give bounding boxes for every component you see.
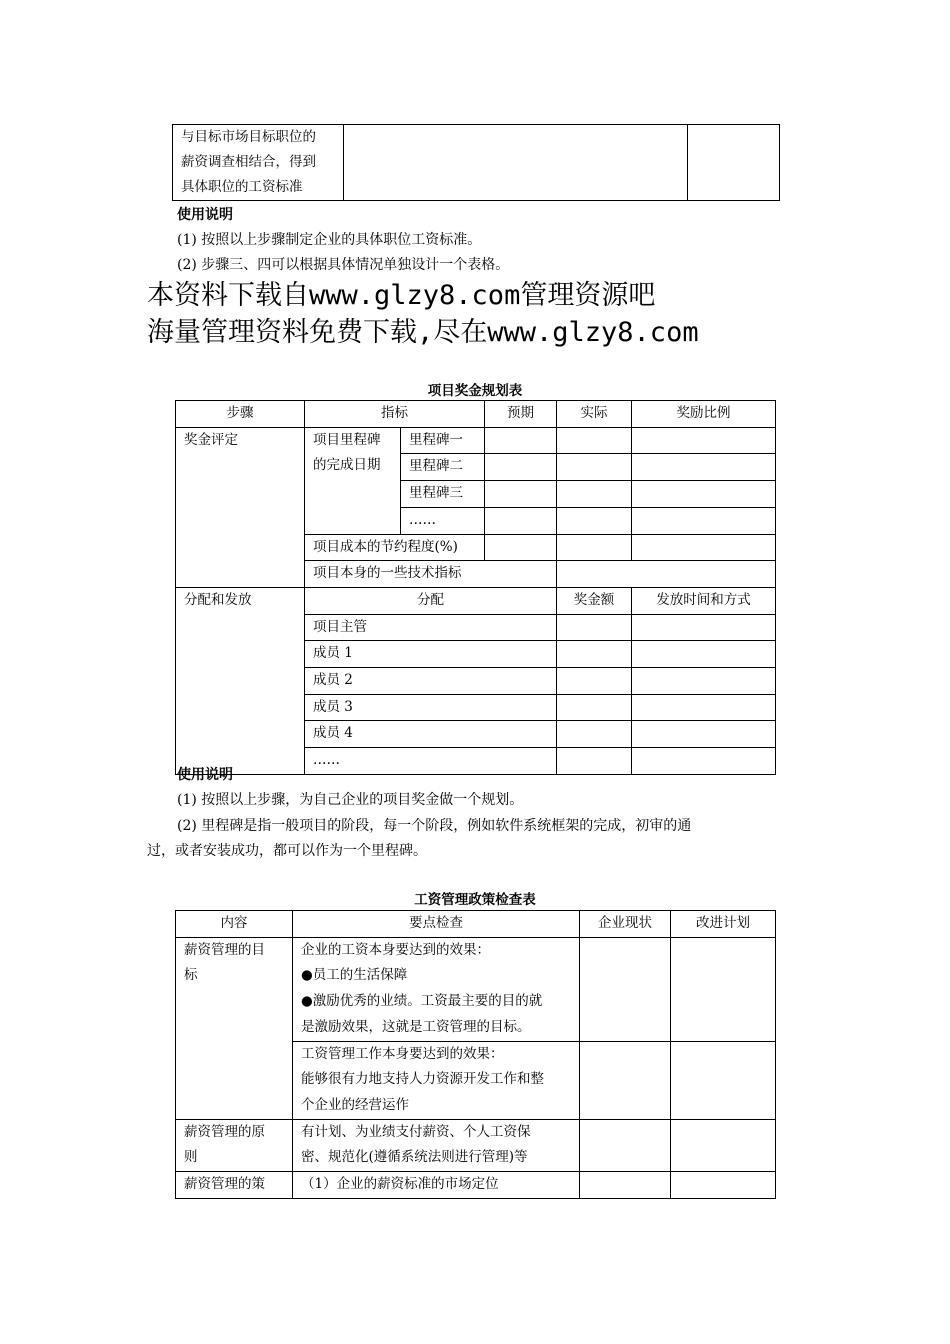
milestone-cell: 里程碑三 <box>401 481 485 508</box>
table-cell <box>632 748 776 775</box>
sub-header-cell: 奖金额 <box>557 587 632 614</box>
recipient-cell: 成员 3 <box>305 694 557 721</box>
milestone-group-cell: 项目里程碑 的完成日期 <box>305 427 401 534</box>
policy-check-table <box>175 910 776 1199</box>
table-row <box>176 937 776 1041</box>
watermark-line: 本资料下载自www.glzy8.com管理资源吧 <box>147 280 656 311</box>
usage-item: (1) 按照以上步骤制定企业的具体职位工资标准。 <box>177 232 482 248</box>
table-cell <box>632 641 776 668</box>
table-cell <box>557 614 632 641</box>
table-cell <box>632 507 776 534</box>
table-cell <box>557 507 632 534</box>
header-cell: 步骤 <box>176 401 305 428</box>
table-cell <box>485 534 557 561</box>
indicator-cell: 项目成本的节约程度(%) <box>305 534 485 561</box>
table-cell <box>580 937 671 1041</box>
usage-item: (2) 里程碑是指一般项目的阶段，每一个阶段，例如软件系统框架的完成，初审的通 <box>177 818 692 834</box>
table-cell <box>632 694 776 721</box>
table-header-row <box>176 401 776 428</box>
recipient-cell: 项目主管 <box>305 614 557 641</box>
usage-heading: 使用说明 <box>177 767 233 783</box>
table-cell <box>557 641 632 668</box>
points-cell: 企业的工资本身要达到的效果： ●员工的生活保障 ●激励优秀的业绩。工资最主要的目的就 是激励效果，这就是工资管理的目标。 <box>293 937 580 1041</box>
table-cell <box>688 125 780 201</box>
table-title: 工资管理政策检查表 <box>414 892 536 908</box>
table-cell: 与目标市场目标职位的 薪资调查相结合，得到 具体职位的工资标准 <box>173 125 344 201</box>
table-cell <box>557 427 632 454</box>
table-cell <box>485 427 557 454</box>
table-cell <box>632 481 776 508</box>
points-cell: （1）企业的薪资标准的市场定位 <box>293 1172 580 1199</box>
header-cell: 实际 <box>557 401 632 428</box>
table-cell <box>485 454 557 481</box>
header-cell: 要点检查 <box>293 911 580 938</box>
bonus-plan-table <box>175 400 776 775</box>
milestone-cell: 里程碑二 <box>401 454 485 481</box>
table-cell <box>632 454 776 481</box>
usage-heading: 使用说明 <box>177 207 233 223</box>
recipient-cell: 成员 2 <box>305 668 557 695</box>
table-cell <box>580 1041 671 1119</box>
table-cell <box>671 1172 776 1199</box>
table-row <box>173 125 780 201</box>
header-cell: 企业现状 <box>580 911 671 938</box>
header-cell: 内容 <box>176 911 293 938</box>
usage-item: 过，或者安装成功，都可以作为一个里程碑。 <box>147 843 427 859</box>
table-cell <box>557 481 632 508</box>
content-cell: 薪资管理的策 <box>176 1172 293 1199</box>
recipient-cell: 成员 1 <box>305 641 557 668</box>
step-cell: 奖金评定 <box>176 427 305 587</box>
step-cell: 分配和发放 <box>176 587 305 774</box>
usage-item: (2) 步骤三、四可以根据具体情况单独设计一个表格。 <box>177 257 510 273</box>
points-cell: 有计划、为业绩支付薪资、个人工资保 密、规范化(遵循系统法则进行管理)等 <box>293 1119 580 1171</box>
table-header-row <box>176 911 776 938</box>
table-cell <box>344 125 688 201</box>
sub-header-cell: 发放时间和方式 <box>632 587 776 614</box>
salary-standard-table <box>172 124 780 201</box>
table-cell <box>671 1119 776 1171</box>
milestone-cell: …… <box>401 507 485 534</box>
header-cell: 预期 <box>485 401 557 428</box>
table-cell <box>580 1119 671 1171</box>
header-cell: 奖励比例 <box>632 401 776 428</box>
table-row <box>176 587 776 614</box>
table-cell <box>485 481 557 508</box>
table-cell <box>671 937 776 1041</box>
recipient-cell: …… <box>305 748 557 775</box>
table-title: 项目奖金规划表 <box>427 383 523 399</box>
table-cell <box>632 614 776 641</box>
table-cell <box>632 534 776 561</box>
indicator-cell: 项目本身的一些技术指标 <box>305 561 557 588</box>
table-cell <box>557 668 632 695</box>
recipient-cell: 成员 4 <box>305 721 557 748</box>
table-cell <box>557 454 632 481</box>
table-cell <box>632 427 776 454</box>
content-cell: 薪资管理的原 则 <box>176 1119 293 1171</box>
table-cell <box>557 694 632 721</box>
milestone-cell: 里程碑一 <box>401 427 485 454</box>
table-cell <box>557 534 632 561</box>
table-cell <box>632 668 776 695</box>
points-cell: 工资管理工作本身要达到的效果： 能够很有力地支持人力资源开发工作和整 个企业的经营运作 <box>293 1041 580 1119</box>
table-cell <box>557 721 632 748</box>
header-cell: 指标 <box>305 401 485 428</box>
content-cell: 薪资管理的目 标 <box>176 937 293 1119</box>
table-cell <box>632 721 776 748</box>
table-row <box>176 1119 776 1171</box>
table-cell <box>671 1041 776 1119</box>
table-cell <box>557 748 632 775</box>
sub-header-cell: 分配 <box>305 587 557 614</box>
table-cell <box>485 507 557 534</box>
header-cell: 改进计划 <box>671 911 776 938</box>
table-cell <box>557 561 776 588</box>
table-cell <box>580 1172 671 1199</box>
table-row <box>176 427 776 454</box>
watermark-line: 海量管理资料免费下载,尽在www.glzy8.com <box>147 317 699 348</box>
table-row <box>176 1172 776 1199</box>
usage-item: (1) 按照以上步骤，为自己企业的项目奖金做一个规划。 <box>177 792 524 808</box>
